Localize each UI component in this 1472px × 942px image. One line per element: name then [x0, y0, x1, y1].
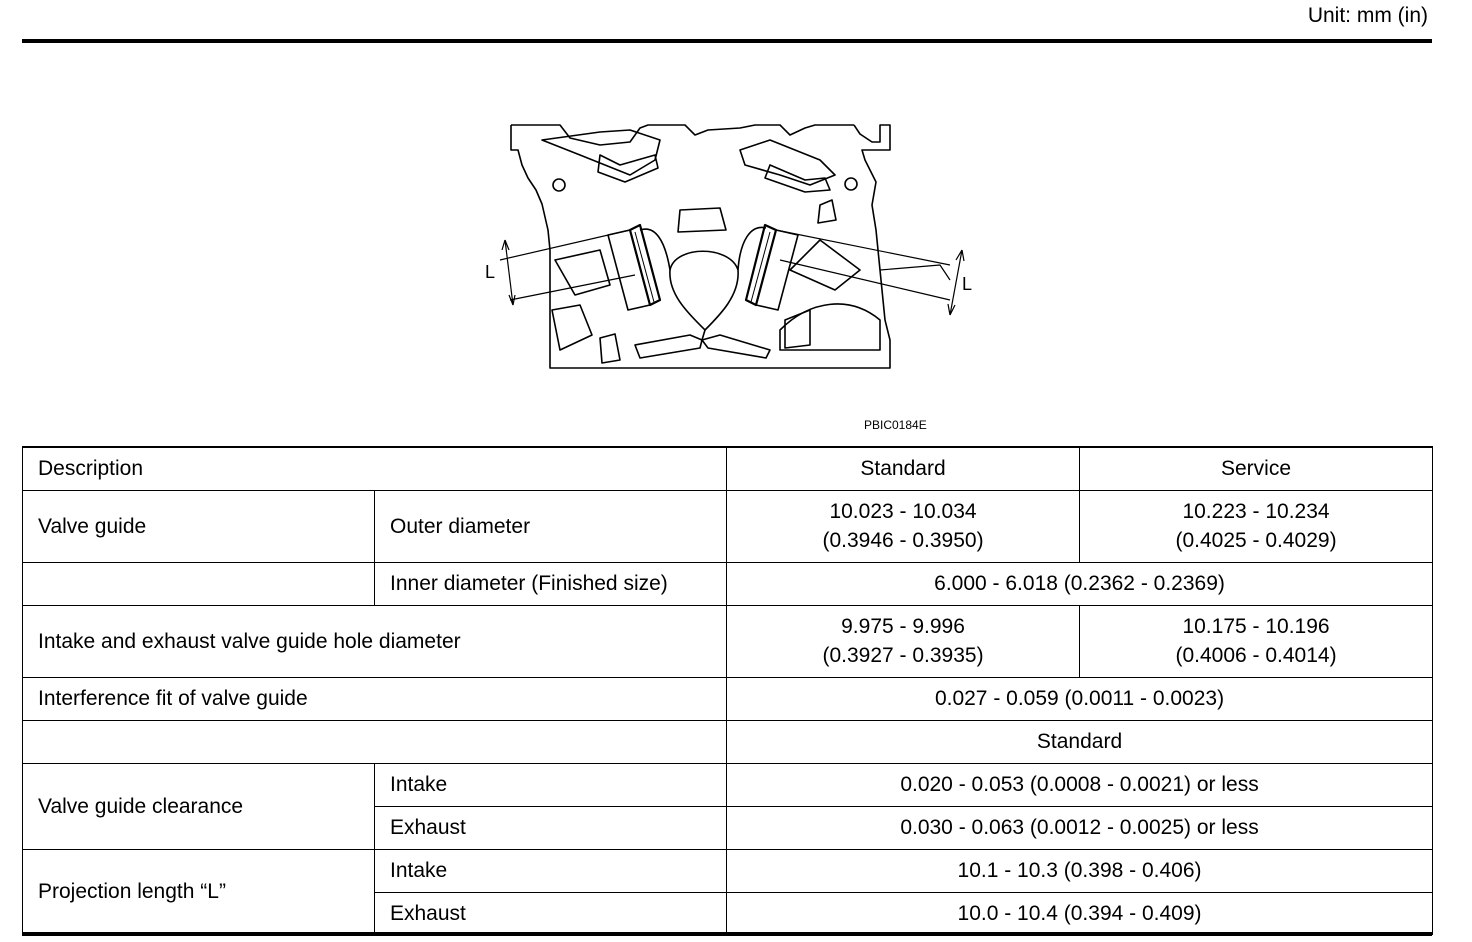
bottom-rule — [22, 932, 1432, 936]
description-header: Description — [23, 447, 727, 490]
standard-subheader: Standard — [727, 720, 1433, 763]
interference-fit-value: 0.027 - 0.059 (0.0011 - 0.0023) — [727, 677, 1433, 720]
inner-diameter-label: Inner diameter (Finished size) — [375, 562, 727, 605]
value-line: (0.4025 - 0.4029) — [1175, 529, 1337, 552]
clearance-label: Valve guide clearance — [23, 763, 375, 849]
interference-fit-label: Interference fit of valve guide — [23, 677, 727, 720]
outer-diameter-standard — [727, 490, 1080, 562]
hole-diameter-label: Intake and exhaust valve guide hole diameter — [23, 605, 727, 677]
table-row — [23, 490, 1433, 562]
hole-diameter-service — [1080, 605, 1433, 677]
outer-diameter-label: Outer diameter — [375, 490, 727, 562]
left-l-label: L — [485, 262, 496, 282]
table-row — [23, 677, 1433, 720]
clearance-exhaust-value: 0.030 - 0.063 (0.0012 - 0.0025) or less — [727, 806, 1433, 849]
value-line: 10.175 - 10.196 — [1182, 615, 1330, 638]
value-line: (0.3946 - 0.3950) — [822, 529, 984, 552]
table-row — [23, 562, 1433, 605]
header-row — [23, 447, 1433, 490]
projection-intake-value: 10.1 - 10.3 (0.398 - 0.406) — [727, 849, 1433, 892]
table-row — [23, 605, 1433, 677]
valve-guide-label: Valve guide — [23, 490, 375, 562]
top-rule — [22, 39, 1432, 43]
projection-label: Projection length “L” — [23, 849, 375, 934]
inner-diameter-value: 6.000 - 6.018 (0.2362 - 0.2369) — [727, 562, 1433, 605]
empty-cell — [23, 562, 375, 605]
cylinder-head-diagram-icon — [480, 120, 980, 375]
clearance-intake-value: 0.020 - 0.053 (0.0008 - 0.0021) or less — [727, 763, 1433, 806]
table-row — [23, 849, 1433, 892]
empty-cell — [23, 720, 727, 763]
right-l-label: L — [962, 274, 973, 294]
value-line: 10.023 - 10.034 — [829, 500, 977, 523]
table-row — [23, 720, 1433, 763]
projection-intake-label: Intake — [375, 849, 727, 892]
figure-code: PBIC0184E — [864, 418, 927, 432]
value-line: 10.223 - 10.234 — [1182, 500, 1330, 523]
outer-diameter-service — [1080, 490, 1433, 562]
hole-diameter-standard — [727, 605, 1080, 677]
projection-exhaust-value: 10.0 - 10.4 (0.394 - 0.409) — [727, 892, 1433, 934]
clearance-exhaust-label: Exhaust — [375, 806, 727, 849]
value-line: (0.4006 - 0.4014) — [1175, 644, 1337, 667]
value-line: 9.975 - 9.996 — [841, 615, 965, 638]
table-row — [23, 763, 1433, 806]
value-line: (0.3927 - 0.3935) — [822, 644, 984, 667]
valve-guide-spec-table — [22, 446, 1433, 935]
unit-label: Unit: mm (in) — [1307, 4, 1428, 27]
clearance-intake-label: Intake — [375, 763, 727, 806]
service-header: Service — [1080, 447, 1433, 490]
projection-exhaust-label: Exhaust — [375, 892, 727, 934]
standard-header: Standard — [727, 447, 1080, 490]
